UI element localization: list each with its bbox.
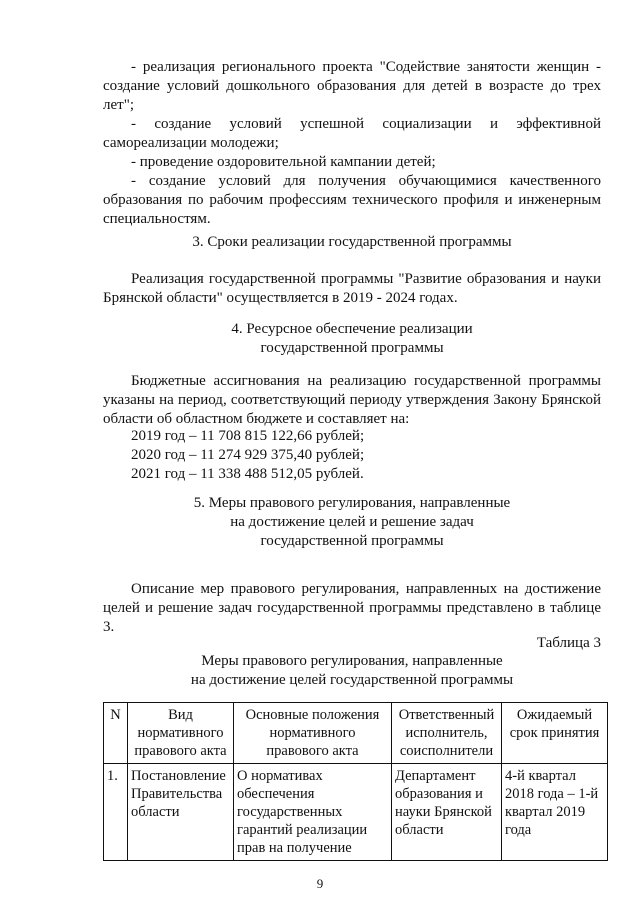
section-4-title bbox=[103, 320, 601, 358]
table-caption-line: на достижение целей государственной программы bbox=[190, 672, 514, 688]
section-3-title: 3. Сроки реализации государственной программы bbox=[192, 234, 512, 250]
cell-deadline: 4-й квартал 2018 года – 1-й квартал 2019 года bbox=[502, 764, 608, 861]
bullet-item: - создание условий успешной социализации и эффективной самореализации молодежи; bbox=[103, 116, 601, 151]
section-4-text: Бюджетные ассигнования на реализацию государственной программы указаны на период, соответствующий периоду утверждения Закону Брянской области об областном бюджете и составляет на: bbox=[103, 373, 601, 427]
header-number: N bbox=[104, 703, 128, 764]
header-responsible: Ответственный исполнитель, соисполнители bbox=[392, 703, 502, 764]
legal-measures-table bbox=[103, 702, 608, 861]
section-5-title-line: 5. Меры правового регулирования, направленные bbox=[193, 495, 511, 511]
bullet-item: - создание условий для получения обучающимися качественного образования по рабочим профессиям технического профиля и инженерным специальностям. bbox=[103, 173, 601, 227]
section-5-title-line: государственной программы bbox=[260, 533, 444, 549]
section-4-title-line: 4. Ресурсное обеспечение реализации bbox=[231, 321, 473, 337]
cell-responsible: Департамент образования и науки Брянской области bbox=[392, 764, 502, 861]
budget-list bbox=[131, 427, 601, 484]
budget-line: 2020 год – 11 274 929 375,40 рублей; bbox=[131, 447, 365, 463]
section-5-title bbox=[103, 494, 601, 551]
table-caption bbox=[103, 652, 601, 690]
table-label: Таблица 3 bbox=[536, 635, 601, 651]
cell-number: 1. bbox=[104, 764, 128, 861]
budget-line: 2019 год – 11 708 815 122,66 рублей; bbox=[131, 428, 365, 444]
page-number: 9 bbox=[316, 876, 324, 891]
section-5-title-line: на достижение целей и решение задач bbox=[230, 514, 474, 530]
table-header-row bbox=[104, 703, 608, 764]
header-main-provisions: Основные положения нормативного правового акта bbox=[234, 703, 392, 764]
table-caption-line: Меры правового регулирования, направленные bbox=[201, 653, 503, 669]
section-4-title-line: государственной программы bbox=[260, 340, 444, 356]
header-act-type: Вид нормативного правового акта bbox=[128, 703, 234, 764]
bullet-item: - проведение оздоровительной кампании детей; bbox=[131, 154, 436, 170]
table-row bbox=[104, 764, 608, 861]
section-5-text: Описание мер правового регулирования, направленных на достижение целей и решение задач государственной программы представлено в таблице 3. bbox=[103, 581, 601, 635]
bullet-list bbox=[103, 58, 601, 229]
section-3-text: Реализация государственной программы "Развитие образования и науки Брянской области" осуществляется в 2019 - 2024 годах. bbox=[103, 271, 601, 306]
header-deadline: Ожидаемый срок принятия bbox=[502, 703, 608, 764]
cell-act-type: Постановление Правительства области bbox=[128, 764, 234, 861]
cell-main-provisions: О нормативах обеспечения государственных гарантий реализации прав на получение bbox=[234, 764, 392, 861]
budget-line: 2021 год – 11 338 488 512,05 рублей. bbox=[131, 466, 364, 482]
bullet-item: - реализация регионального проекта "Содействие занятости женщин - создание условий дошкольного образования для детей в возрасте до трех лет"; bbox=[103, 59, 601, 113]
